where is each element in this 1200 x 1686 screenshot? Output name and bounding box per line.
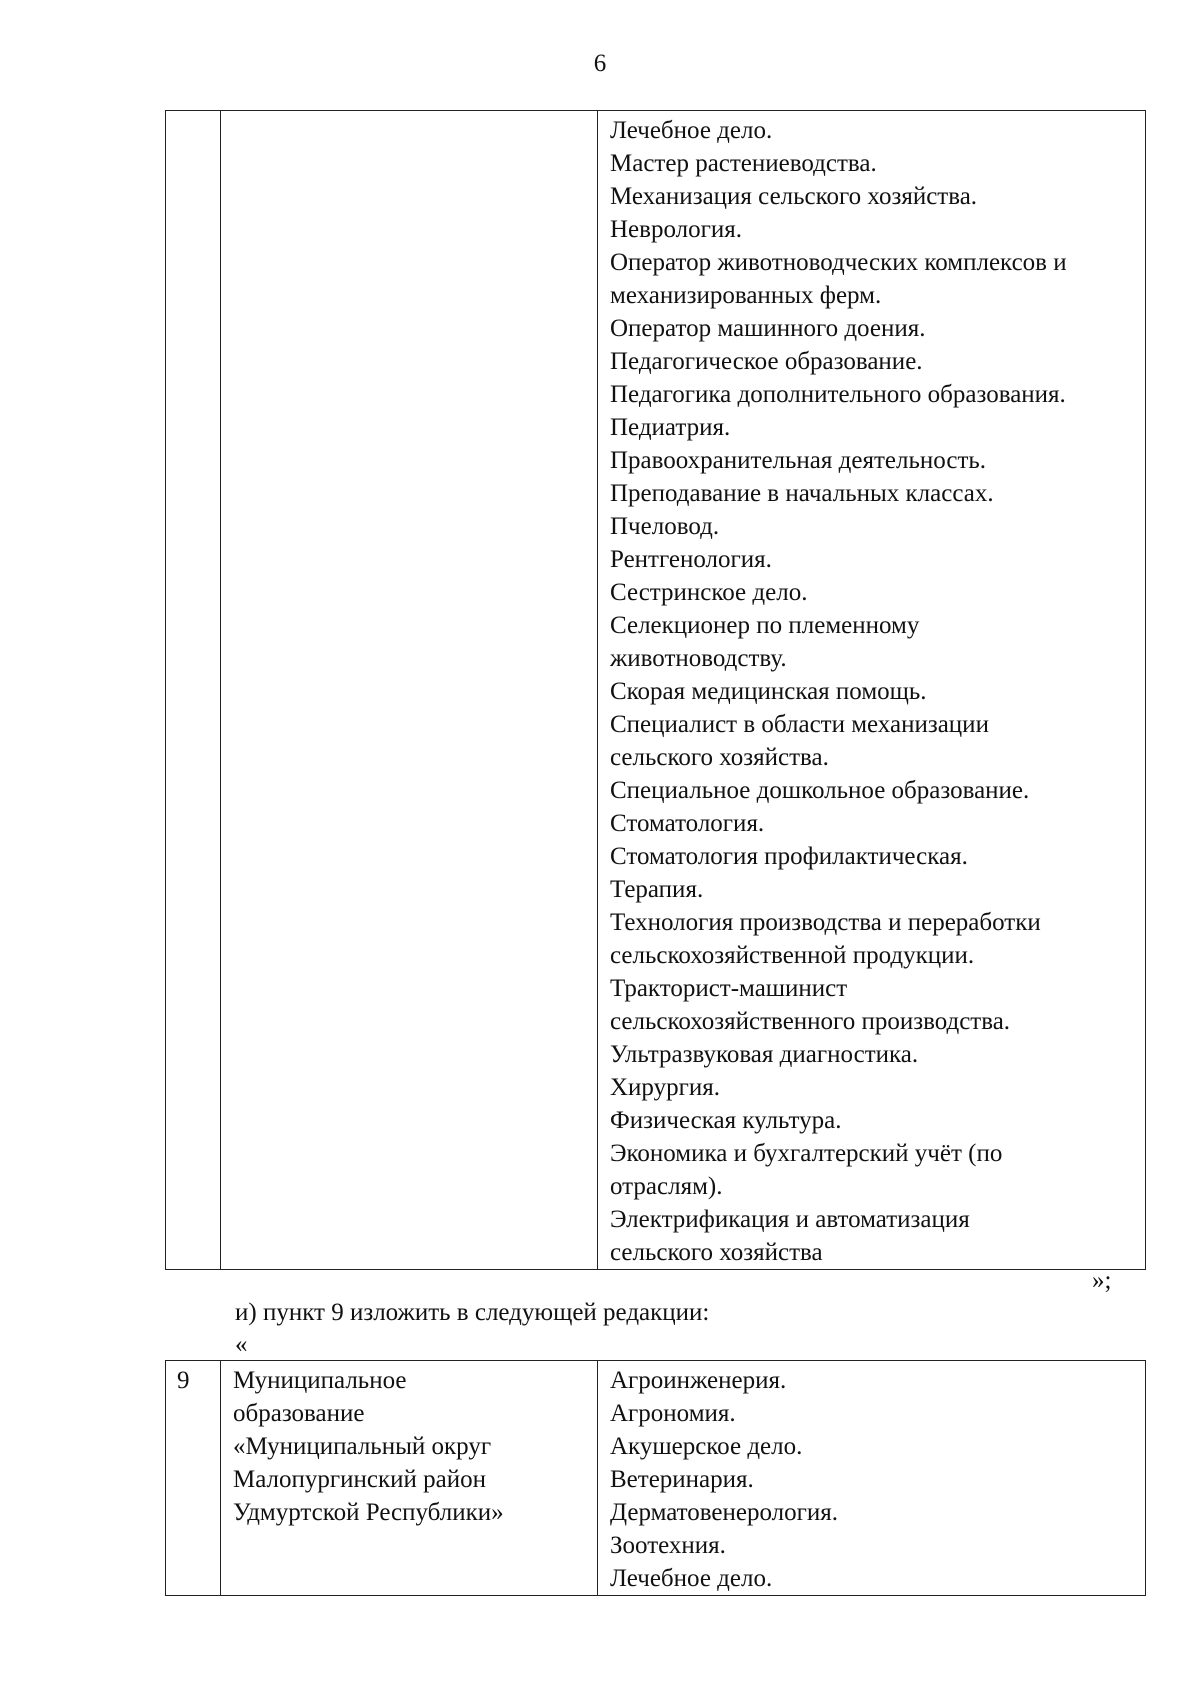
specialty-line: Рентгенология. — [610, 546, 772, 573]
specialty-line: Тракторист-машинист — [610, 975, 848, 1002]
specialty-line: Электрификация и автоматизация — [610, 1206, 970, 1233]
organization-list — [221, 111, 597, 114]
specialty-line: Лечебное дело. — [610, 117, 773, 144]
row-number-cell — [166, 1361, 221, 1596]
specialty-line: сельского хозяйства. — [610, 744, 829, 771]
specialty-line: Дерматовенерология. — [610, 1499, 839, 1526]
specialty-line: Преподавание в начальных классах. — [610, 480, 994, 507]
organization-cell — [221, 1361, 598, 1596]
specialty-line: Агроинженерия. — [610, 1367, 787, 1394]
specialty-line: Экономика и бухгалтерский учёт (по — [610, 1140, 1003, 1167]
row-number-cell — [166, 111, 221, 1270]
specialty-line: Хирургия. — [610, 1074, 720, 1101]
row-number — [166, 111, 220, 114]
specialty-line: Специальное дошкольное образование. — [610, 777, 1030, 804]
specialty-line: сельскохозяйственной продукции. — [610, 942, 975, 969]
specialty-line: Ветеринария. — [610, 1466, 754, 1493]
table-row — [166, 111, 1146, 1270]
specialty-line: Педагогика дополнительного образования. — [610, 381, 1066, 408]
organization-line: образование — [233, 1400, 365, 1427]
organization-line: «Муниципальный округ — [233, 1433, 492, 1460]
page-number: 6 — [593, 50, 607, 77]
specialty-line: Специалист в области механизации — [610, 711, 989, 738]
specialty-line: Правоохранительная деятельность. — [610, 447, 987, 474]
organization-line: Малопургинский район — [233, 1466, 487, 1493]
organization-line: Удмуртской Республики» — [233, 1499, 504, 1526]
specialty-list — [598, 1361, 1145, 1595]
closing-quote: »; — [1092, 1267, 1112, 1294]
specialty-line: Физическая культура. — [610, 1107, 842, 1134]
row-number: 9 — [177, 1367, 190, 1394]
specialty-line: Педагогическое образование. — [610, 348, 923, 375]
specialty-line: Технология производства и переработки — [610, 909, 1041, 936]
specialty-line: Стоматология профилактическая. — [610, 843, 968, 870]
specialty-line: Ультразвуковая диагностика. — [610, 1041, 919, 1068]
specialty-line: Скорая медицинская помощь. — [610, 678, 927, 705]
specialties-cell — [598, 111, 1146, 1270]
specialties-table-item-9 — [165, 1360, 1146, 1596]
specialty-list — [598, 111, 1145, 1269]
specialty-line: Терапия. — [610, 876, 704, 903]
specialty-line: Стоматология. — [610, 810, 765, 837]
opening-quote: « — [235, 1331, 248, 1358]
specialty-line: животноводству. — [610, 645, 787, 672]
specialty-line: Мастер растениеводства. — [610, 150, 877, 177]
organization-line: Муниципальное — [233, 1367, 407, 1394]
specialty-line: Неврология. — [610, 216, 742, 243]
table-row — [166, 1361, 1146, 1596]
specialty-line: отраслям). — [610, 1173, 723, 1200]
specialty-line: Сестринское дело. — [610, 579, 808, 606]
specialty-line: Пчеловод. — [610, 513, 720, 540]
specialty-line: Акушерское дело. — [610, 1433, 803, 1460]
organization-cell — [221, 111, 598, 1270]
specialty-line: сельскохозяйственного производства. — [610, 1008, 1011, 1035]
specialty-line: Механизация сельского хозяйства. — [610, 183, 978, 210]
specialty-line: сельского хозяйства — [610, 1239, 823, 1266]
specialty-line: Селекционер по племенному — [610, 612, 920, 639]
specialty-line: Педиатрия. — [610, 414, 731, 441]
organization-list — [221, 1361, 597, 1529]
specialties-cell — [598, 1361, 1146, 1596]
specialties-table-continued — [165, 110, 1146, 1270]
specialty-line: Оператор животноводческих комплексов и — [610, 249, 1067, 276]
specialty-line: механизированных ферм. — [610, 282, 882, 309]
specialty-line: Зоотехния. — [610, 1532, 726, 1559]
specialty-line: Оператор машинного доения. — [610, 315, 926, 342]
specialty-line: Агрономия. — [610, 1400, 736, 1427]
specialty-line: Лечебное дело. — [610, 1565, 773, 1592]
amendment-instruction: и) пункт 9 изложить в следующей редакции: — [235, 1299, 710, 1326]
